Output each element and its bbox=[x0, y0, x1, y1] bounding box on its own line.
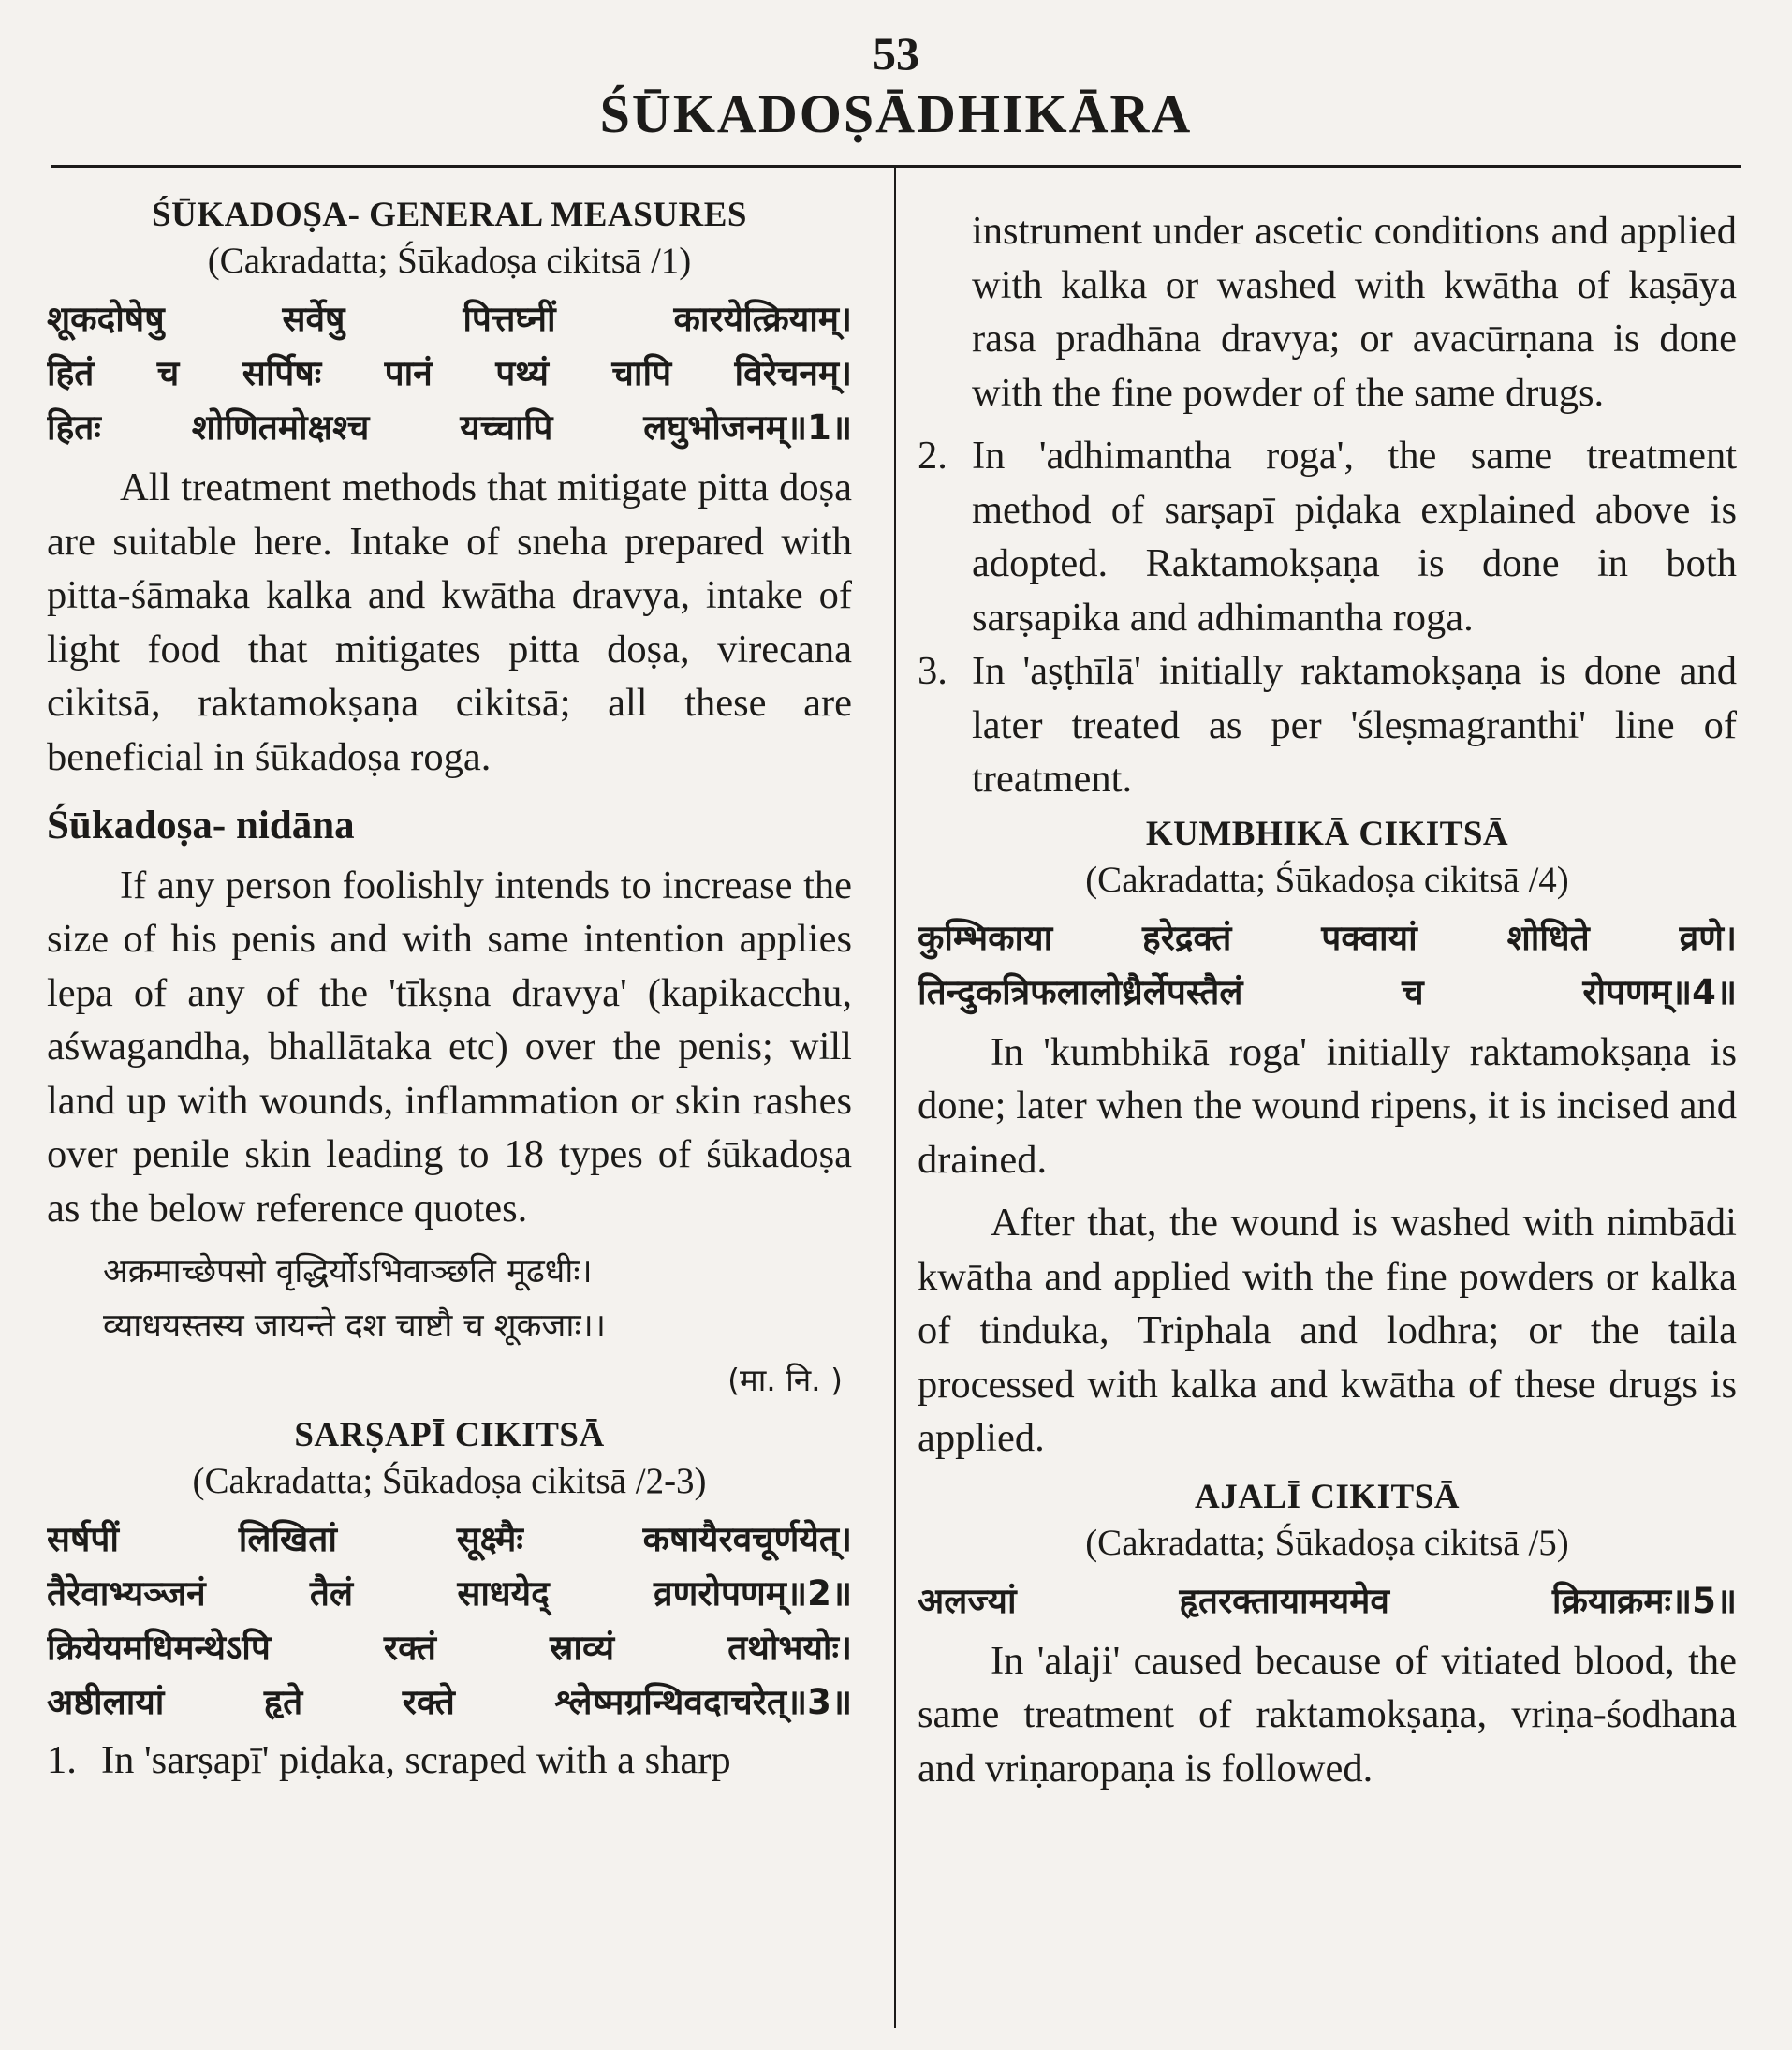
verse-source: (मा. नि. ) bbox=[727, 1362, 843, 1398]
list-number: 2. bbox=[918, 434, 947, 478]
list-number: 1. bbox=[47, 1738, 77, 1782]
numbered-list bbox=[47, 1733, 852, 1788]
list-item bbox=[918, 429, 1737, 644]
list-item bbox=[918, 644, 1737, 806]
sanskrit-verse-4 bbox=[918, 911, 1737, 1020]
sanskrit-verse-nidana bbox=[47, 1245, 852, 1408]
verse-line: तैरेवाभ्यञ्जनं तैलं साधयेद् व्रणरोपणम्॥2॥ bbox=[47, 1573, 852, 1614]
paragraph: If any person foolishly intends to increase the size of his penis and with same intention applies lepa of any of the 'tīkṣna dravya' (kapikacchu, aśwagandha, bhallātaka etc) over the penis; will land up with wounds, inflammation or skin rashes over penile skin leading to 18 types of śūkadoṣa as the below reference quotes. bbox=[47, 863, 852, 1231]
section-reference: (Cakradatta; Śūkadoṣa cikitsā /4) bbox=[1085, 859, 1569, 900]
section-heading-general-measures: ŚŪKADOṢA- GENERAL MEASURES bbox=[152, 196, 747, 234]
verse-line: शूकदोषेषु सर्वेषु पित्तघ्नीं कारयेत्क्रियाम्। bbox=[47, 299, 852, 339]
page-number: 53 bbox=[873, 27, 919, 80]
section-reference: (Cakradatta; Śūkadoṣa cikitsā /5) bbox=[1085, 1522, 1569, 1563]
verse-line: अक्रमाच्छेपसो वृद्धिर्योऽभिवाञ्छति मूढधीः। bbox=[103, 1253, 593, 1290]
section-heading-sarsapi: SARṢAPĪ CIKITSĀ bbox=[294, 1416, 605, 1454]
section-heading-ajali: AJALĪ CIKITSĀ bbox=[1194, 1477, 1461, 1516]
list-text: In 'adhimantha roga', the same treatment method of sarṣapī piḍaka explained above is adopted. Raktamokṣaṇa is done in both sarṣapika and adhimantha roga. bbox=[972, 434, 1737, 640]
paragraph: After that, the wound is washed with nimbādi kwātha and applied with the fine powders or kalka of tinduka, Triphala and lodhra; or the taila processed with kalka and kwātha of these drugs is applied. bbox=[918, 1201, 1737, 1460]
sanskrit-verse-5 bbox=[918, 1574, 1737, 1629]
paragraph-continued: instrument under ascetic conditions and applied with kalka or washed with kwātha of kaṣāya rasa pradhāna dravya; or avacūrṇana is done with the fine powder of the same drugs. bbox=[972, 209, 1737, 415]
verse-line: तिन्दुकत्रिफलालोध्रैर्लेपस्तैलं च रोपणम्॥4॥ bbox=[918, 971, 1737, 1012]
verse-line: हितः शोणितमोक्षश्च यच्चापि लघुभोजनम्॥1॥ bbox=[47, 407, 852, 448]
paragraph: In 'alaji' caused because of vitiated blood, the same treatment of raktamokṣaṇa, vriṇa-śodhana and vriṇaropaṇa is followed. bbox=[918, 1638, 1737, 1791]
sanskrit-verse-2-3 bbox=[47, 1512, 852, 1730]
section-reference: (Cakradatta; Śūkadoṣa cikitsā /2-3) bbox=[192, 1461, 707, 1501]
list-number: 3. bbox=[918, 649, 947, 693]
section-heading-kumbhika: KUMBHIKĀ CIKITSĀ bbox=[1145, 814, 1509, 853]
list-item bbox=[47, 1733, 852, 1788]
verse-line: अष्ठीलायां हृते रक्ते श्लेष्मग्रन्थिवदाचरेत्॥3॥ bbox=[47, 1682, 852, 1722]
subheading-nidana: Śūkadoṣa- nidāna bbox=[47, 804, 355, 848]
paragraph: In 'kumbhikā roga' initially raktamokṣaṇa is done; later when the wound ripens, it is incised and drained. bbox=[918, 1029, 1737, 1182]
list-text: In 'aṣṭhīlā' initially raktamokṣaṇa is done and later treated as per 'śleṣmagranthi' line of treatment. bbox=[972, 649, 1737, 801]
section-reference: (Cakradatta; Śūkadoṣa cikitsā /1) bbox=[207, 241, 692, 281]
column-divider bbox=[894, 165, 896, 2028]
list-text: In 'sarṣapī' piḍaka, scraped with a sharp bbox=[101, 1738, 731, 1782]
paragraph: All treatment methods that mitigate pitta doṣa are suitable here. Intake of sneha prepared with pitta-śāmaka kalka and kwātha dravya, intake of light food that mitigates pitta doṣa, virecana cikitsā, raktamokṣaṇa cikitsā; all these are beneficial in śūkadoṣa roga. bbox=[47, 465, 852, 779]
numbered-list bbox=[918, 429, 1737, 806]
verse-line: क्रियेयमधिमन्थेऽपि रक्तं स्राव्यं तथोभयोः। bbox=[47, 1628, 852, 1668]
verse-line: अलज्यां हृतरक्तायामयमेव क्रियाक्रमः॥5॥ bbox=[918, 1580, 1737, 1621]
right-column bbox=[918, 199, 1737, 2048]
sanskrit-verse-1 bbox=[47, 292, 852, 455]
chapter-title: ŚŪKADOṢĀDHIKĀRA bbox=[599, 83, 1193, 144]
left-column bbox=[47, 187, 852, 2037]
header-rule bbox=[51, 165, 1741, 168]
verse-line: सर्षपीं लिखितां सूक्ष्मैः कषायैरवचूर्णयेत्। bbox=[47, 1519, 852, 1559]
verse-line: व्याधयस्तस्य जायन्ते दश चाष्टौ च शूकजाः।। bbox=[103, 1307, 607, 1345]
verse-line: हितं च सर्पिषः पानं पथ्यं चापि विरेचनम्। bbox=[47, 353, 852, 393]
verse-line: कुम्भिकाया हरेद्रक्तं पक्वायां शोधिते व्रणे। bbox=[918, 917, 1737, 958]
